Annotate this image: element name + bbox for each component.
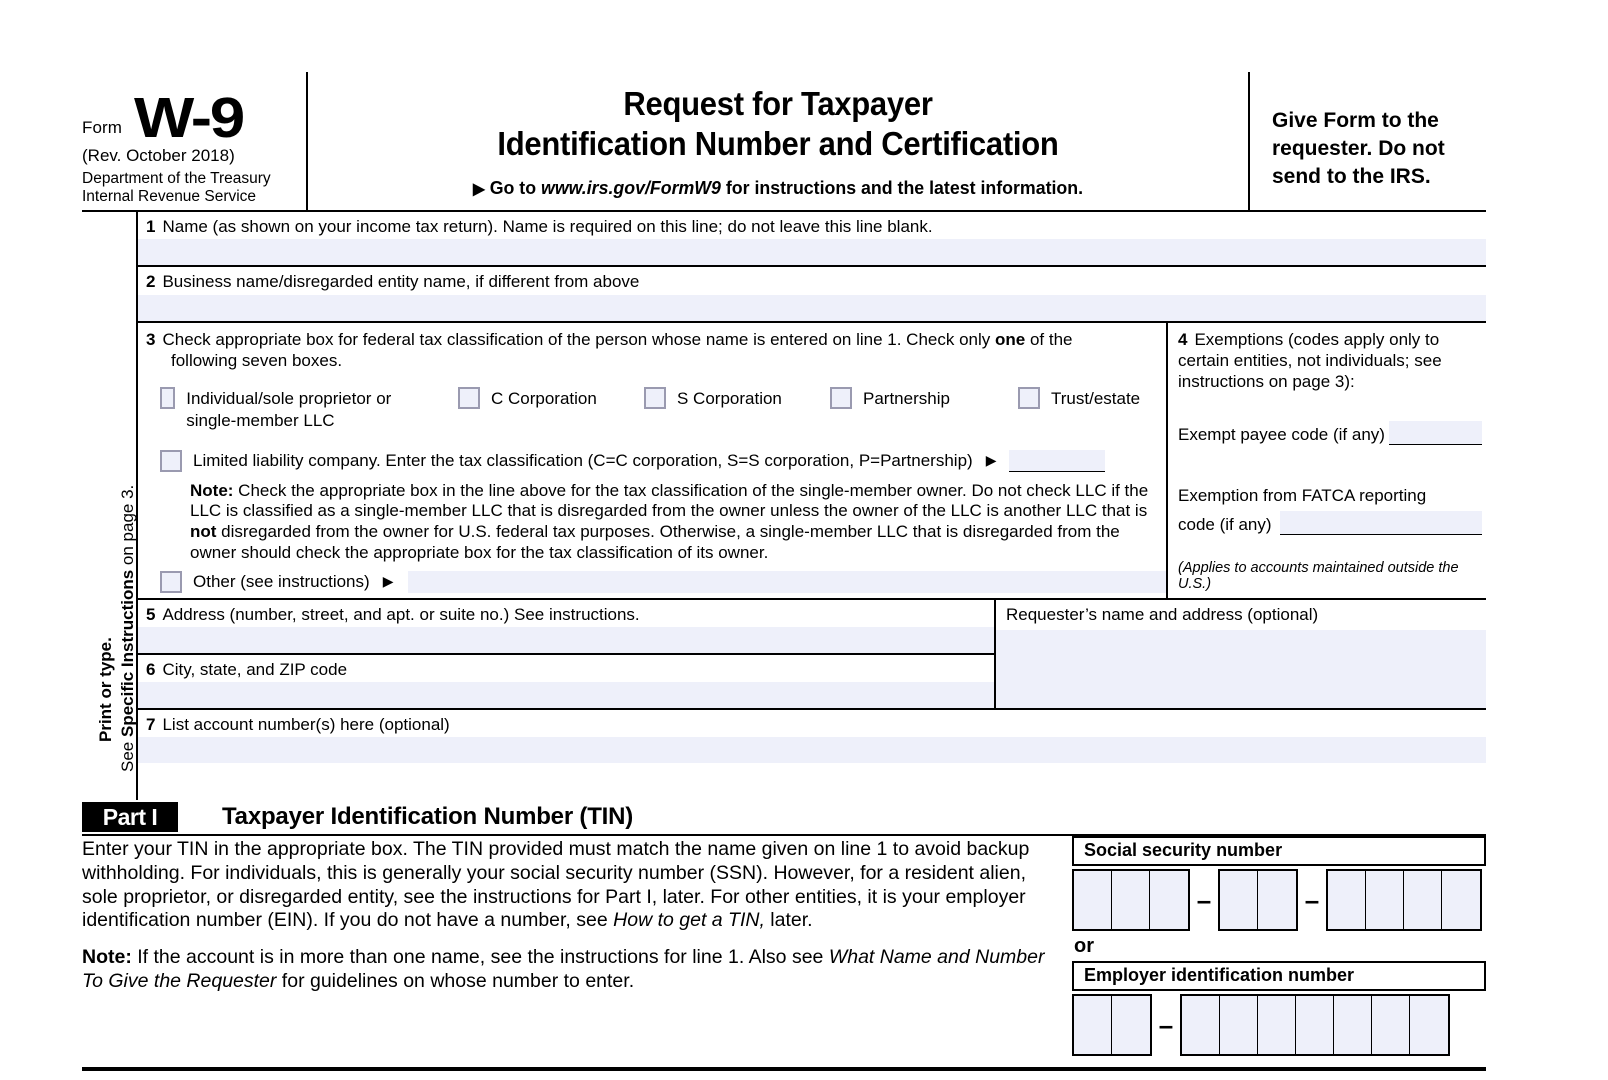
part-1-note-a: If the account is in more than one name, see the instructions for line 1. Also see: [131, 946, 829, 969]
ssn-separator-2: –: [1304, 884, 1320, 915]
fatca-code-input[interactable]: [1280, 511, 1482, 535]
line-1-number: 1: [146, 217, 156, 236]
llc-tax-classification-input[interactable]: [1009, 450, 1105, 472]
llc-label: Limited liability company. Enter the tax classification (C=C corporation, S=S corporation, P=Partnership): [193, 450, 973, 470]
fatca-label-line1: Exemption from FATCA reporting: [1178, 485, 1427, 505]
other-label: Other (see instructions): [193, 571, 370, 591]
ssn-separator-1: –: [1196, 884, 1212, 915]
line-5-label: [138, 600, 994, 625]
line-3-tax-classification: [138, 323, 1168, 598]
checkbox-s-corporation-label: S Corporation: [677, 388, 782, 408]
line-6-label: [138, 655, 994, 680]
checkbox-s-corporation[interactable]: [644, 387, 782, 410]
form-number-title: W-9: [134, 86, 244, 150]
line-6-city-state-zip-input[interactable]: [138, 682, 994, 708]
part-1-note-italic: What Name and Number To Give the Requester: [82, 946, 1045, 992]
llc-note-bold: Note:: [190, 480, 234, 500]
line-3-label-part2: of the: [1025, 329, 1073, 349]
header-left-identity: [82, 72, 306, 210]
llc-note-text: [190, 481, 1160, 565]
ssn-cell[interactable]: [1366, 871, 1404, 929]
line-3-and-4-row: [138, 323, 1486, 600]
line-1-label-text: Name (as shown on your income tax return). Name is required on this line; do not leave this line blank.: [162, 217, 933, 236]
checkbox-other-row[interactable]: [160, 571, 1166, 593]
checkbox-limited-liability-company-row[interactable]: [160, 450, 1162, 472]
ssn-cell[interactable]: [1150, 871, 1188, 929]
side-label-specific-instructions: See Specific Instructions on page 3.: [118, 484, 137, 772]
department-line-2: Internal Revenue Service: [82, 188, 257, 205]
ssn-cell[interactable]: [1328, 871, 1366, 929]
line-6-label-text: City, state, and ZIP code: [162, 659, 348, 679]
form-word-label: Form: [82, 118, 123, 137]
checkbox-partnership[interactable]: [830, 387, 950, 410]
ssn-cell[interactable]: [1442, 871, 1480, 929]
checkbox-trust-estate[interactable]: [1018, 387, 1140, 410]
checkbox-s-corporation-icon[interactable]: [644, 387, 666, 409]
line-3-number: 3: [146, 329, 156, 349]
llc-right-triangle-icon: ▶: [985, 452, 997, 468]
tin-entry-block: [1072, 836, 1486, 1056]
form-rows: [138, 212, 1486, 800]
exempt-payee-code-row: [1178, 421, 1482, 445]
checkbox-other-icon[interactable]: [160, 571, 182, 593]
line-5-label-text: Address (number, street, and apt. or suite no.) See instructions.: [162, 604, 640, 624]
line-4-label-line3: instructions on page 3):: [1178, 372, 1355, 392]
line-3-label-bold: one: [995, 329, 1026, 349]
fatca-applies-note: (Applies to accounts maintained outside the U.S.): [1178, 559, 1459, 592]
line-4-label-line2: certain entities, not individuals; see: [1178, 350, 1442, 370]
ein-cell[interactable]: [1258, 996, 1296, 1054]
llc-note-part1: Check the appropriate box in the line above for the tax classification of the single-member owner. Do not check LLC if the LLC is classified as a single-member LLC that is disregarded from the owner unless the owner of the LLC is another LLC that is: [190, 480, 1149, 521]
ssn-group-1[interactable]: [1072, 869, 1190, 931]
line-7-account-numbers-row: [138, 710, 1486, 763]
llc-note-part2: disregarded from the owner for U.S. federal tax purposes. Otherwise, a single-member LLC that is disregarded from the owner should check the appropriate box for the tax classification of its owner.: [190, 522, 1120, 563]
requester-label: Requester’s name and address (optional): [1006, 604, 1319, 624]
line-1-name-input[interactable]: [138, 239, 1486, 265]
ein-cell[interactable]: [1410, 996, 1448, 1054]
line-6-number: 6: [146, 659, 156, 679]
irs-url-instruction: [327, 177, 1229, 199]
line-6-city-state-zip-row: [138, 655, 994, 708]
ssn-caption: Social security number: [1072, 836, 1486, 866]
ein-cell[interactable]: [1074, 996, 1112, 1054]
ein-cell[interactable]: [1112, 996, 1150, 1054]
line-7-label: [138, 710, 1486, 735]
llc-note-bold-not: not: [190, 522, 217, 542]
line-2-label-text: Business name/disregarded entity name, if different from above: [162, 272, 640, 292]
checkbox-c-corporation-icon[interactable]: [458, 387, 480, 409]
checkbox-c-corporation-label: C Corporation: [491, 388, 597, 408]
line-4-number: 4: [1178, 329, 1188, 349]
side-label-print-or-type: Print or type.: [96, 637, 115, 742]
ein-group-1[interactable]: [1072, 994, 1152, 1056]
checkbox-c-corporation[interactable]: [458, 387, 597, 410]
form-header: [82, 72, 1486, 210]
checkbox-trust-estate-label: Trust/estate: [1051, 388, 1141, 408]
line-3-label-part1: Check appropriate box for federal tax classification of the person whose name is entered on line 1. Check only: [162, 329, 995, 349]
goto-prefix: Go to: [489, 177, 541, 199]
form-revision-date: (Rev. October 2018): [82, 146, 235, 165]
ein-caption: Employer identification number: [1072, 961, 1486, 991]
address-column: [138, 600, 996, 709]
ssn-cell[interactable]: [1258, 871, 1296, 929]
ssn-cell[interactable]: [1112, 871, 1150, 929]
part-1-para1-b: later.: [764, 909, 813, 932]
line-4-label: [1168, 323, 1486, 393]
line-3-label-line2: following seven boxes.: [171, 350, 343, 370]
ssn-cell[interactable]: [1404, 871, 1442, 929]
address-and-requester-row: [138, 600, 1486, 711]
line-5-address-row: [138, 600, 994, 655]
ssn-cell[interactable]: [1220, 871, 1258, 929]
line-5-number: 5: [146, 604, 156, 624]
part-1-para1-a: Enter your TIN in the appropriate box. The TIN provided must match the name given on line 1 to avoid backup withholding. For individuals, this is generally your social security number (SSN). However, for a resident alien, sole proprietor, or disregarded entity, see the instructions for Part I, later. For other entities, it is your employer identification number (EIN). If you do not have a number, see: [82, 838, 1030, 932]
right-triangle-icon: ▶: [472, 181, 485, 199]
checkbox-individual-icon[interactable]: [160, 387, 175, 409]
part-1-note: [82, 946, 1067, 994]
ein-cell[interactable]: [1334, 996, 1372, 1054]
line-4-label-line1: Exemptions (codes apply only to: [1194, 329, 1440, 349]
part-1-tag: Part I: [82, 802, 178, 832]
checkbox-individual-label: Individual/sole proprietor or single-member LLC: [186, 388, 392, 430]
ein-separator: –: [1158, 1009, 1174, 1040]
ssn-cells[interactable]: [1072, 869, 1486, 931]
fatca-code-row: [1178, 486, 1482, 535]
ein-cell[interactable]: [1182, 996, 1220, 1054]
line-4-exemptions: [1168, 323, 1486, 598]
give-form-note: Give Form to the requester. Do not send to the IRS.: [1272, 109, 1445, 189]
ssn-group-3[interactable]: [1326, 869, 1482, 931]
form-title-line-2: Identification Number and Certification: [497, 124, 1059, 162]
checkbox-partnership-icon[interactable]: [830, 387, 852, 409]
ein-group-2[interactable]: [1180, 994, 1450, 1056]
header-title-block: [306, 72, 1250, 210]
part-1-note-bold: Note:: [82, 946, 132, 969]
ein-cell[interactable]: [1372, 996, 1410, 1054]
bottom-divider-rule: [82, 1067, 1486, 1071]
part-1-note-b: for guidelines on whose number to enter.: [276, 969, 635, 992]
fatca-label-line2: code (if any): [1178, 514, 1272, 534]
other-right-triangle-icon: ▶: [382, 573, 394, 589]
form-title-line-1: Request for Taxpayer: [623, 85, 933, 122]
line-2-label: [138, 267, 1486, 292]
irs-url-text[interactable]: www.irs.gov/FormW9: [541, 177, 721, 199]
requester-name-address-input[interactable]: [996, 630, 1486, 709]
or-separator-label: or: [1074, 935, 1094, 957]
exempt-payee-code-input[interactable]: [1389, 421, 1482, 445]
department-line-1: Department of the Treasury: [82, 170, 271, 187]
ein-cells[interactable]: [1072, 994, 1486, 1056]
ein-cell[interactable]: [1296, 996, 1334, 1054]
part-1-instructions: [82, 838, 1067, 1007]
line-2-business-name-input[interactable]: [138, 295, 1486, 321]
exempt-payee-code-label: Exempt payee code (if any): [1178, 424, 1385, 444]
part-1-paragraph-1: [82, 838, 1067, 933]
checkbox-partnership-label: Partnership: [863, 388, 950, 408]
line-1-label: [138, 212, 1486, 237]
part-1-para1-italic: How to get a TIN,: [613, 909, 765, 932]
line-7-account-numbers-input[interactable]: [138, 737, 1486, 763]
goto-suffix: for instructions and the latest information.: [720, 177, 1084, 199]
form-main-section: [82, 210, 1486, 798]
part-1-header-bar: [82, 802, 1486, 836]
line-2-business-name-row: [138, 267, 1486, 322]
checkbox-llc-icon[interactable]: [160, 450, 182, 472]
fatca-input-row: [1178, 511, 1482, 535]
ssn-cell[interactable]: [1074, 871, 1112, 929]
line-1-name-row: [138, 212, 1486, 267]
requester-name-address-block: [996, 600, 1486, 709]
side-instructions-column: [82, 212, 138, 800]
part-1-title: Taxpayer Identification Number (TIN): [222, 803, 634, 830]
ssn-group-2[interactable]: [1218, 869, 1298, 931]
checkbox-individual-sole-proprietor[interactable]: [160, 387, 410, 432]
line-7-label-text: List account number(s) here (optional): [162, 715, 450, 734]
line-2-number: 2: [146, 272, 156, 292]
line-5-address-input[interactable]: [138, 627, 994, 653]
line-7-number: 7: [146, 715, 156, 734]
checkbox-trust-estate-icon[interactable]: [1018, 387, 1040, 409]
ein-cell[interactable]: [1220, 996, 1258, 1054]
line-3-label: [138, 323, 1166, 372]
other-classification-input[interactable]: [408, 571, 1166, 593]
